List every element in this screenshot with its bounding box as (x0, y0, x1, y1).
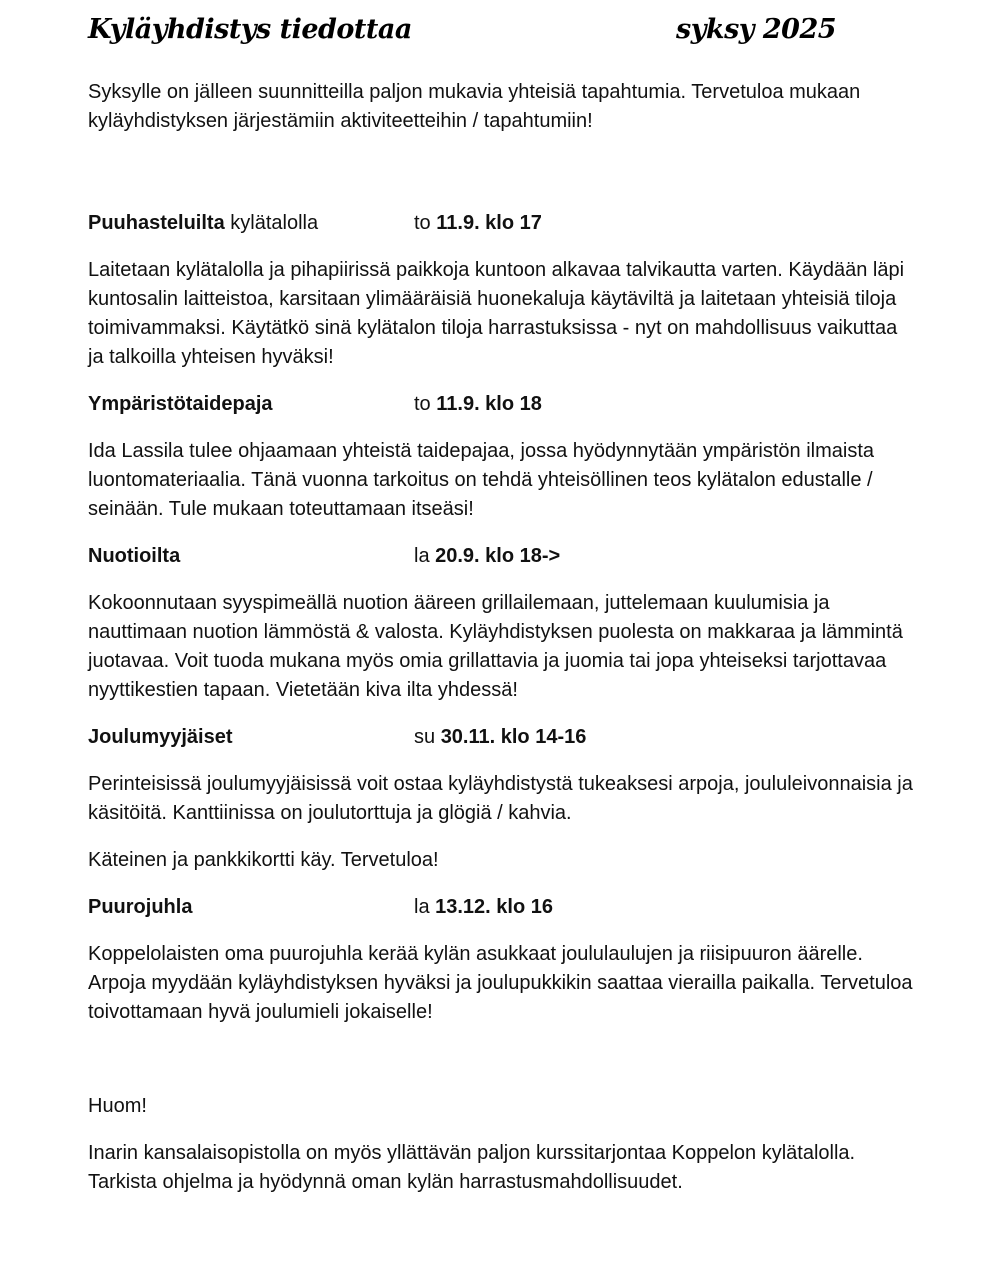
event-name (88, 390, 273, 419)
event-heading (88, 542, 918, 571)
note-heading: Huom! (88, 1095, 147, 1117)
event-weekday: to (414, 393, 437, 415)
event-weekday: to (414, 212, 437, 234)
event-weekday: su (414, 726, 441, 748)
event-datetime: 13.12. klo 16 (435, 896, 553, 918)
event-description: Ida Lassila tulee ohjaamaan yhteistä taidepajaa, jossa hyödynnytään ympäristön ilmaista luontomateriaalia. Tänä vuonna tarkoitus on tehdä yhteisöllinen teos kylätalon edustalle / seinään. Tule mukaan toteuttamaan itseäsi! (88, 440, 875, 520)
event-description: Laitetaan kylätalolla ja pihapiirissä paikkoja kuntoon alkavaa talvikautta varten. Käydään läpi kuntosalin laitteistoa, karsitaan ylimääräisiä huonekaluja käytäviltä ja laitetaan yhteisiä tiloja toimivammaksi. Käytätkö sinä kylätalon tiloja harrastuksissa - nyt on mahdollisuus vaikuttaa ja talkoilla yhteisen hyväksi! (88, 259, 905, 368)
event-name (88, 542, 180, 571)
event-date (414, 893, 553, 922)
intro-paragraph: Syksylle on jälleen suunnitteilla paljon mukavia yhteisiä tapahtumia. Tervetuloa mukaan kyläyhdistyksen järjestämiin aktiviteetteihin / tapahtumiin! (88, 81, 861, 132)
event-name (88, 893, 192, 922)
event-title: Puuhasteluilta (88, 212, 225, 234)
event-datetime: 11.9. klo 17 (436, 212, 542, 234)
event-title: Joulumyyjäiset (88, 726, 233, 748)
document-header (88, 0, 918, 62)
event-description: Koppelolaisten oma puurojuhla kerää kylän asukkaat joululaulujen ja riisipuuron äärelle. Arpoja myydään kyläyhdistyksen hyväksi ja joulupukkikin saattaa vierailla paikalla. Tervetuloa toivottamaan hyvä joulumieli jokaiselle! (88, 943, 913, 1023)
event-heading (88, 390, 918, 419)
event-date (414, 723, 586, 752)
event-datetime: 20.9. klo 18-> (435, 545, 561, 567)
event-place: kylätalolla (224, 212, 319, 234)
event-title: Nuotioilta (88, 545, 181, 567)
event-weekday: la (414, 896, 436, 918)
event-datetime: 11.9. klo 18 (436, 393, 542, 415)
event-name (88, 723, 233, 752)
event-description: Kokoonnutaan syyspimeällä nuotion ääreen grillailemaan, juttelemaan kuulumisia ja nauttimaan nuotion lämmöstä & valosta. Kyläyhdistyksen puolesta on makkaraa ja lämmintä juotavaa. Voit tuoda mukana myös omia grillattavia ja juomia tai jopa yhteiseksi tarjottavaa nyyttikestien tapaan. Vietetään kiva ilta yhdessä! (88, 592, 903, 701)
event-title: Ympäristötaidepaja (88, 393, 273, 415)
document-title: Kyläyhdistys tiedottaa (88, 14, 412, 45)
event-description: Perinteisissä joulumyyjäisissä voit ostaa kyläyhdistystä tukeaksesi arpoja, joululeivonnaisia ja käsitöitä. Kanttiinissa on joulutorttuja ja glögiä / kahvia. (88, 773, 913, 824)
event-heading (88, 209, 918, 238)
event-weekday: la (414, 545, 436, 567)
event-description: Käteinen ja pankkikortti käy. Tervetuloa! (88, 849, 439, 871)
event-title: Puurojuhla (88, 896, 193, 918)
event-date (414, 390, 542, 419)
event-name (88, 209, 318, 238)
event-heading (88, 893, 918, 922)
event-datetime: 30.11. klo 14-16 (440, 726, 587, 748)
event-date (414, 542, 560, 571)
document-page (88, 0, 918, 1197)
season-label: syksy 2025 (676, 14, 837, 45)
note-text: Inarin kansalaisopistolla on myös yllättävän paljon kurssitarjontaa Koppelon kylätalolla. Tarkista ohjelma ja hyödynnä oman kylän harrastusmahdollisuudet. (88, 1142, 856, 1193)
event-heading (88, 723, 918, 752)
event-date (414, 209, 542, 238)
